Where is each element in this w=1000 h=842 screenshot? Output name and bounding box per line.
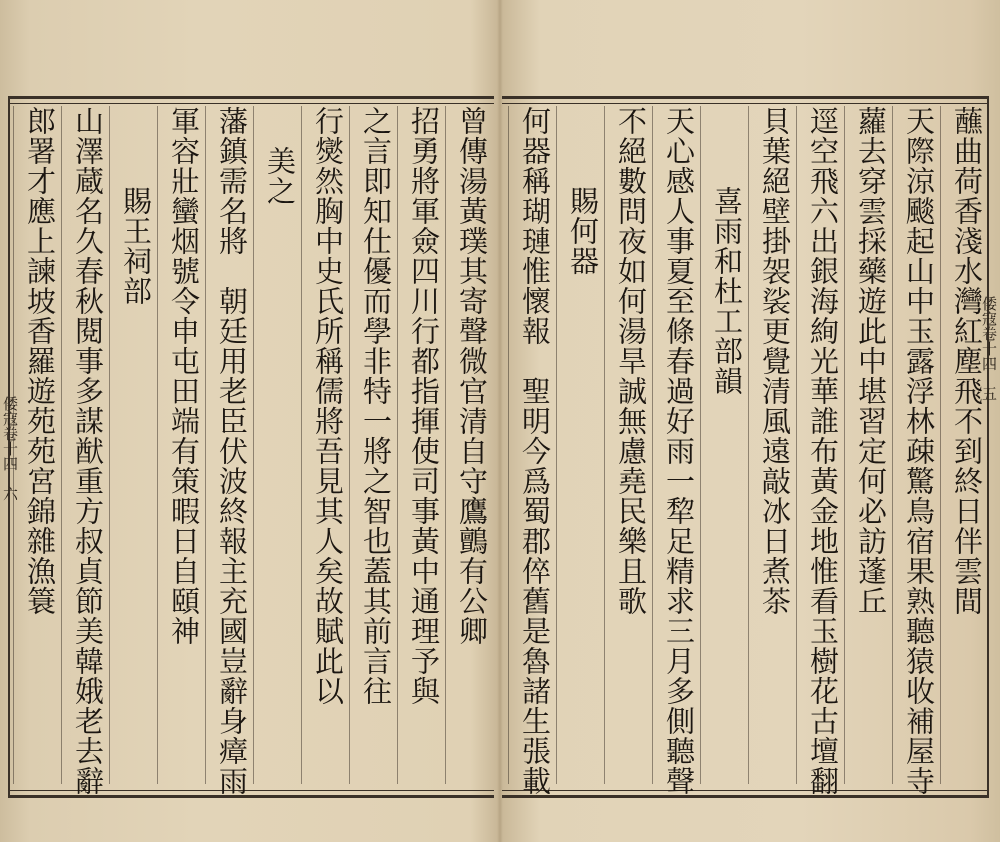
text-column: 貝葉絕壁掛袈裟更覺清風遠敲冰日煮茶 [748, 106, 795, 784]
poem-title: 賜王祠部 [109, 106, 156, 784]
fold-label: 倭寇卷十四 五 [980, 296, 998, 401]
right-page [502, 96, 989, 798]
text-column: 郎署才應上諫坡香羅遊苑苑宮錦雜漁簑 [13, 106, 60, 784]
text-column: 山澤蔵名久春秋閱事多謀猷重方叔貞節美韓娥老去辭 [61, 106, 108, 784]
poem-title: 喜雨和杜工部韻 [700, 106, 747, 784]
poem-title: 賜何器 [556, 106, 603, 784]
text-column: 不絕數問夜如何湯旱誠無慮堯民樂且歌 [604, 106, 651, 784]
text-column: 蘸曲荷香淺水灣紅塵飛不到終日伴雲間 [940, 106, 987, 784]
fold-label: 倭寇卷十四 六 [1, 396, 19, 501]
text-column: 招勇將軍僉四川行都指揮使司事黃中通理予與 [397, 106, 444, 784]
text-column: 美之 [253, 106, 300, 784]
text-column: 之言即知仕優而學非特一將之智也蓋其前言往 [349, 106, 396, 784]
text-column: 軍容壯蠻烟號令申屯田端有策暇日自頤神 [157, 106, 204, 784]
text-column: 天心感人事夏至條春過好雨一犂足精求三月多側聽聲 [652, 106, 699, 784]
text-column: 何器稱瑚璉惟懷報 聖明今爲蜀郡倅舊是魯諸生張載 [508, 106, 555, 784]
left-fold-margin [0, 96, 19, 798]
text-column: 藩鎮需名將 朝廷用老臣伏波終報主充國豈辭身瘴雨 [205, 106, 252, 784]
left-page [8, 96, 494, 798]
text-column: 曾傳湯黃璞其寄聲微官清自守鷹鸇有公卿 [445, 106, 492, 784]
right-fold-margin [980, 96, 1000, 798]
text-column: 蘿去穿雲採藥遊此中堪習定何必訪蓬丘 [844, 106, 891, 784]
text-column: 天際涼颷起山中玉露浮林疎驚鳥宿果熟聽猿收補屋寺 [892, 106, 939, 784]
text-column: 行爕然胸中史氏所稱儒將吾見其人矣故賦此以 [301, 106, 348, 784]
text-column: 逕空飛六出銀海絢光華誰布黃金地惟看玉樹花古壇翻 [796, 106, 843, 784]
